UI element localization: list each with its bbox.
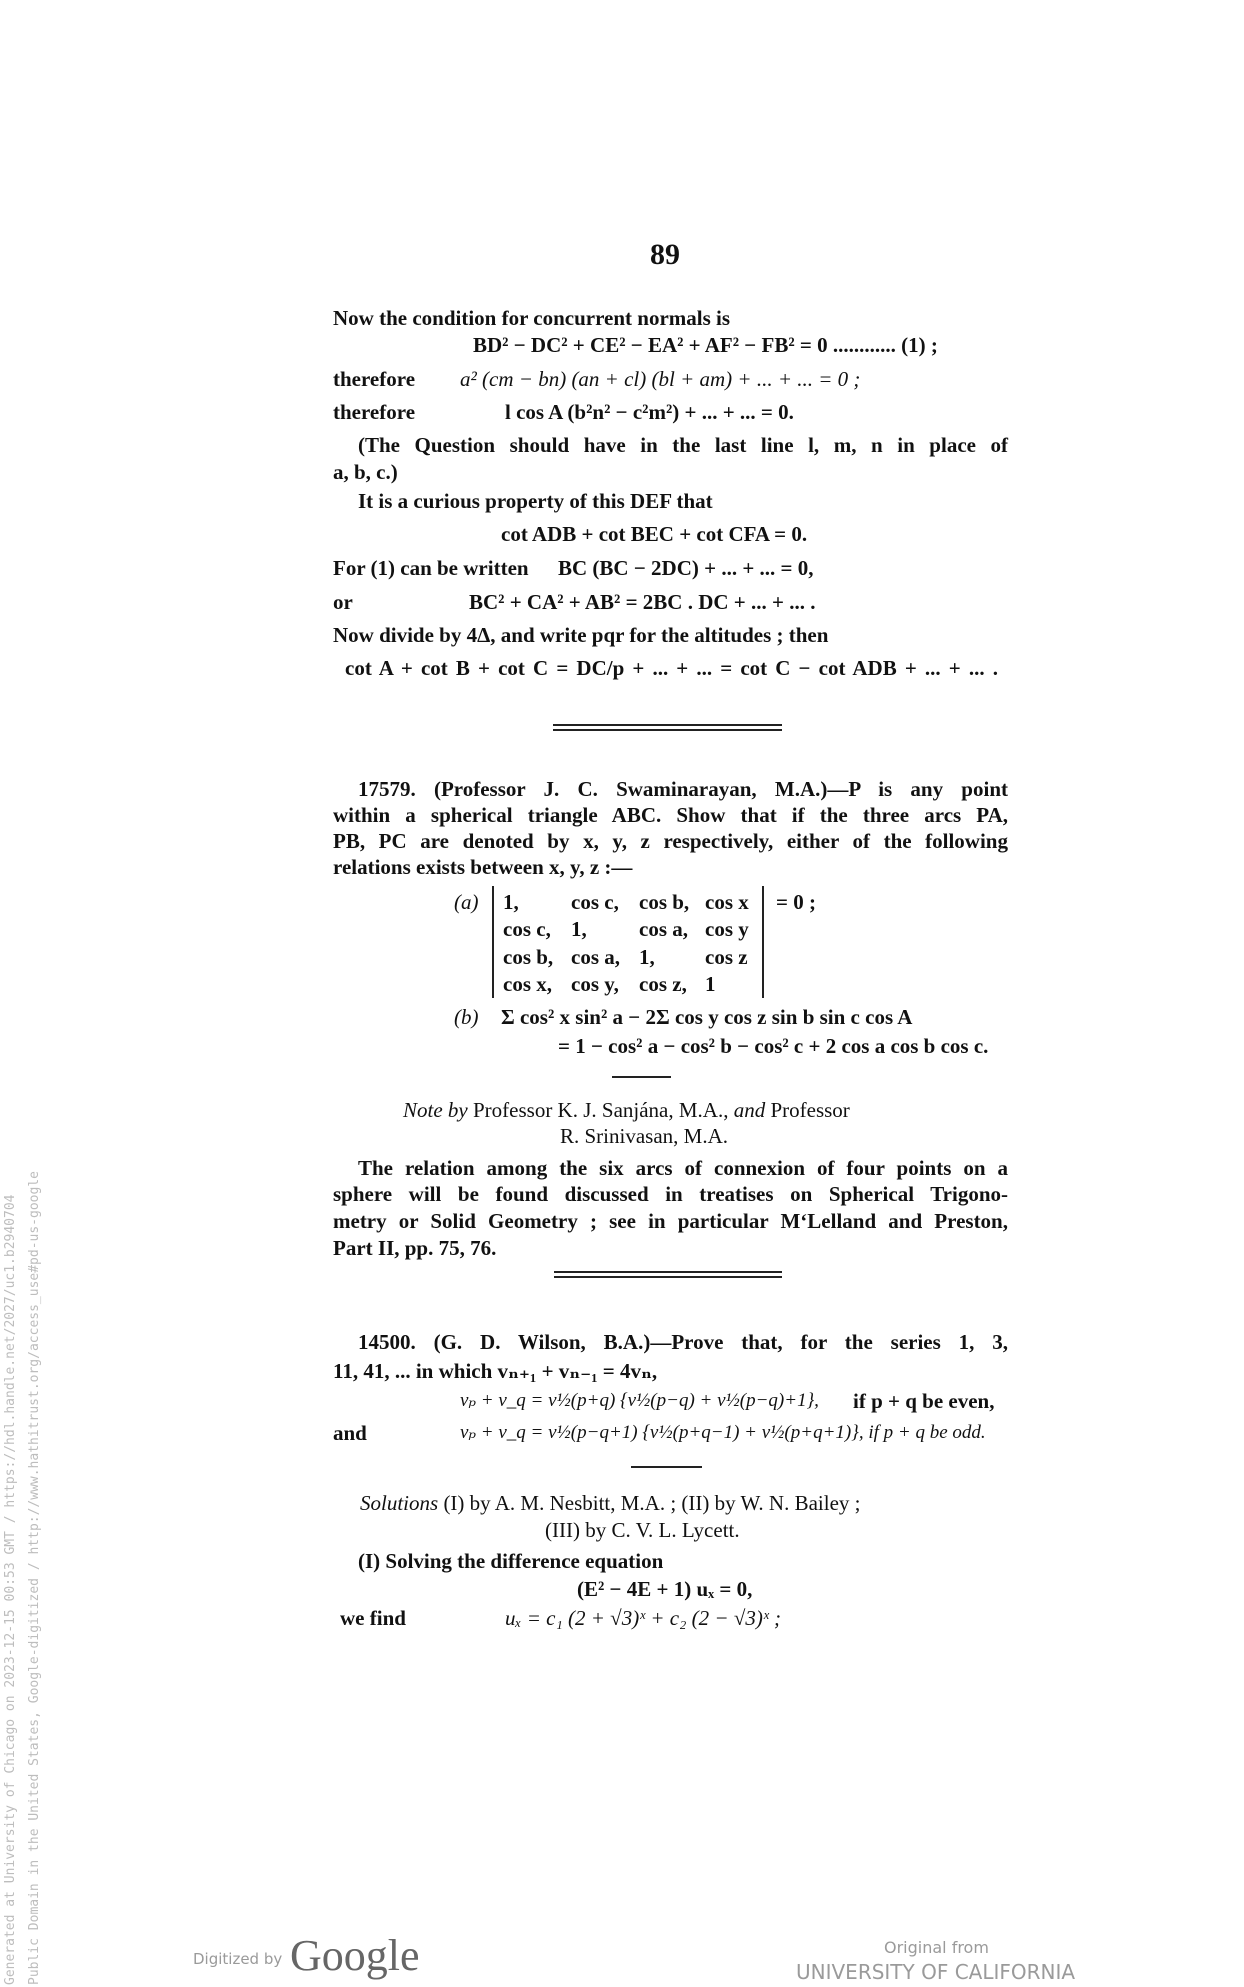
equation: l cos A (b²n² − c²m²) + ... + ... = 0. (505, 400, 794, 424)
matrix-cell: 1 (705, 972, 716, 996)
matrix-cell: cos b, (503, 945, 554, 969)
divider (612, 1076, 671, 1078)
label-b: (b) (454, 1005, 479, 1029)
text-line: It is a curious property of this DEF that (358, 489, 713, 513)
equation: a² (cm − bn) (an + cl) (bl + am) + ... + ... = 0 ; (460, 367, 861, 391)
matrix-cell: cos b, (639, 890, 690, 914)
text-line: metry or Solid Geometry ; see in particular M‘Lelland and Preston, (333, 1209, 1008, 1233)
equation: = 0 ; (776, 890, 816, 914)
text-line: (I) Solving the difference equation (358, 1549, 664, 1573)
text-line: or (333, 590, 353, 614)
text-line: relations exists between x, y, z :— (333, 855, 633, 879)
page-number: 89 (650, 238, 680, 271)
divider (631, 1466, 702, 1468)
author: Professor K. J. Sanjána, M.A., (472, 1098, 729, 1122)
matrix-cell: cos x (705, 890, 749, 914)
matrix-cell: cos a, (639, 917, 688, 941)
equation: cot A + cot B + cot C = DC/p + ... + ... = cot C − cot ADB + ... + ... . (345, 656, 998, 680)
equation: BC² + CA² + AB² = 2BC . DC + ... + ... . (469, 590, 816, 614)
equation: BC (BC − 2DC) + ... + ... = 0, (558, 556, 814, 580)
question-header (358, 776, 1008, 802)
watermark-line-2: Public Domain in the United States, Google-digitized / http://www.hathitrust.org/access_use#pd-us-google (27, 1171, 42, 1985)
and: and (733, 1098, 766, 1122)
note-by: Note by (403, 1098, 468, 1122)
divider (554, 1271, 782, 1273)
author: Professor (770, 1098, 850, 1122)
equation: cot ADB + cot BEC + cot CFA = 0. (501, 522, 808, 546)
text-line: and (333, 1421, 367, 1445)
question-number: 17579. (358, 777, 416, 801)
determinant-bar-left (492, 886, 494, 998)
google-logo: Google (290, 1931, 420, 1980)
original-from: Original from (884, 1938, 989, 1957)
text-line: therefore (333, 367, 416, 391)
text-line: Now the condition for concurrent normals is (333, 306, 731, 330)
watermark-line-1: Generated at University of Chicago on 2023-12-15 00:53 GMT / https://hdl.handle.net/2027/uc1.b2940704 (3, 1194, 18, 1985)
note-heading (403, 1097, 850, 1123)
matrix-cell: cos y, (571, 972, 619, 996)
divider (553, 729, 782, 731)
text-line: we find (340, 1606, 406, 1630)
note-author: R. Srinivasan, M.A. (560, 1124, 728, 1148)
solution-authors: (III) by C. V. L. Lycett. (545, 1518, 740, 1542)
matrix-cell: cos x, (503, 972, 552, 996)
equation-1: BD² − DC² + CE² − EA² + AF² − FB² = 0 ............ (1) ; (473, 333, 938, 357)
matrix-cell: cos a, (571, 945, 620, 969)
text-line: For (1) can be written (333, 556, 529, 580)
text-line: 11, 41, ... in which vₙ₊₁ + vₙ₋₁ = 4vₙ, (333, 1359, 658, 1383)
matrix-cell: cos c, (503, 917, 551, 941)
matrix-cell: 1, (503, 890, 519, 914)
text-line: The relation among the six arcs of connexion of four points on a (358, 1156, 1008, 1180)
solutions-heading (360, 1490, 860, 1516)
text-line: (The Question should have in the last line l, m, n in place of (358, 433, 1008, 457)
equation: vₚ + v_q = v½(p−q+1) {v½(p+q−1) + v½(p+q+1)}, if p + q be odd. (460, 1422, 986, 1443)
equation: (E² − 4E + 1) uₓ = 0, (577, 1577, 753, 1601)
equation: Σ cos² x sin² a − 2Σ cos y cos z sin b sin c cos A (501, 1005, 913, 1029)
text-line: Part II, pp. 75, 76. (333, 1236, 497, 1260)
equation: uₓ = c₁ (2 + √3)ˣ + c₂ (2 − √3)ˣ ; (505, 1606, 782, 1630)
question-text: (Professor J. C. Swaminarayan, M.A.)—P is any point (433, 777, 1008, 801)
text-line: within a spherical triangle ABC. Show that if the three arcs PA, (333, 803, 1008, 827)
text-line: sphere will be found discussed in treatises on Spherical Trigono- (333, 1182, 1008, 1206)
question-header: 14500. (G. D. Wilson, B.A.)—Prove that, for the series 1, 3, (358, 1330, 1008, 1354)
divider (554, 1276, 782, 1278)
solution-authors: (I) by A. M. Nesbitt, M.A. ; (II) by W. N. Bailey ; (443, 1491, 861, 1515)
matrix-cell: 1, (639, 945, 655, 969)
matrix-cell: cos y (705, 917, 749, 941)
digitized-by: Digitized by (193, 1950, 283, 1968)
text-line: PB, PC are denoted by x, y, z respectively, either of the following (333, 829, 1008, 853)
label-a: (a) (454, 890, 479, 914)
text-line: Now divide by 4Δ, and write pqr for the altitudes ; then (333, 623, 829, 647)
equation: vₚ + v_q = v½(p+q) {v½(p−q) + v½(p−q)+1}, (460, 1390, 819, 1411)
matrix-cell: cos z, (639, 972, 687, 996)
matrix-cell: cos c, (571, 890, 619, 914)
divider (553, 724, 782, 726)
matrix-cell: cos z (705, 945, 748, 969)
matrix-cell: 1, (571, 917, 587, 941)
condition: if p + q be even, (853, 1389, 995, 1413)
text-line: therefore (333, 400, 416, 424)
institution: UNIVERSITY OF CALIFORNIA (796, 1960, 1076, 1984)
equation: = 1 − cos² a − cos² b − cos² c + 2 cos a cos b cos c. (558, 1034, 989, 1058)
determinant-bar-right (762, 886, 764, 998)
solutions-label: Solutions (360, 1491, 439, 1515)
text-line: a, b, c.) (333, 460, 398, 484)
